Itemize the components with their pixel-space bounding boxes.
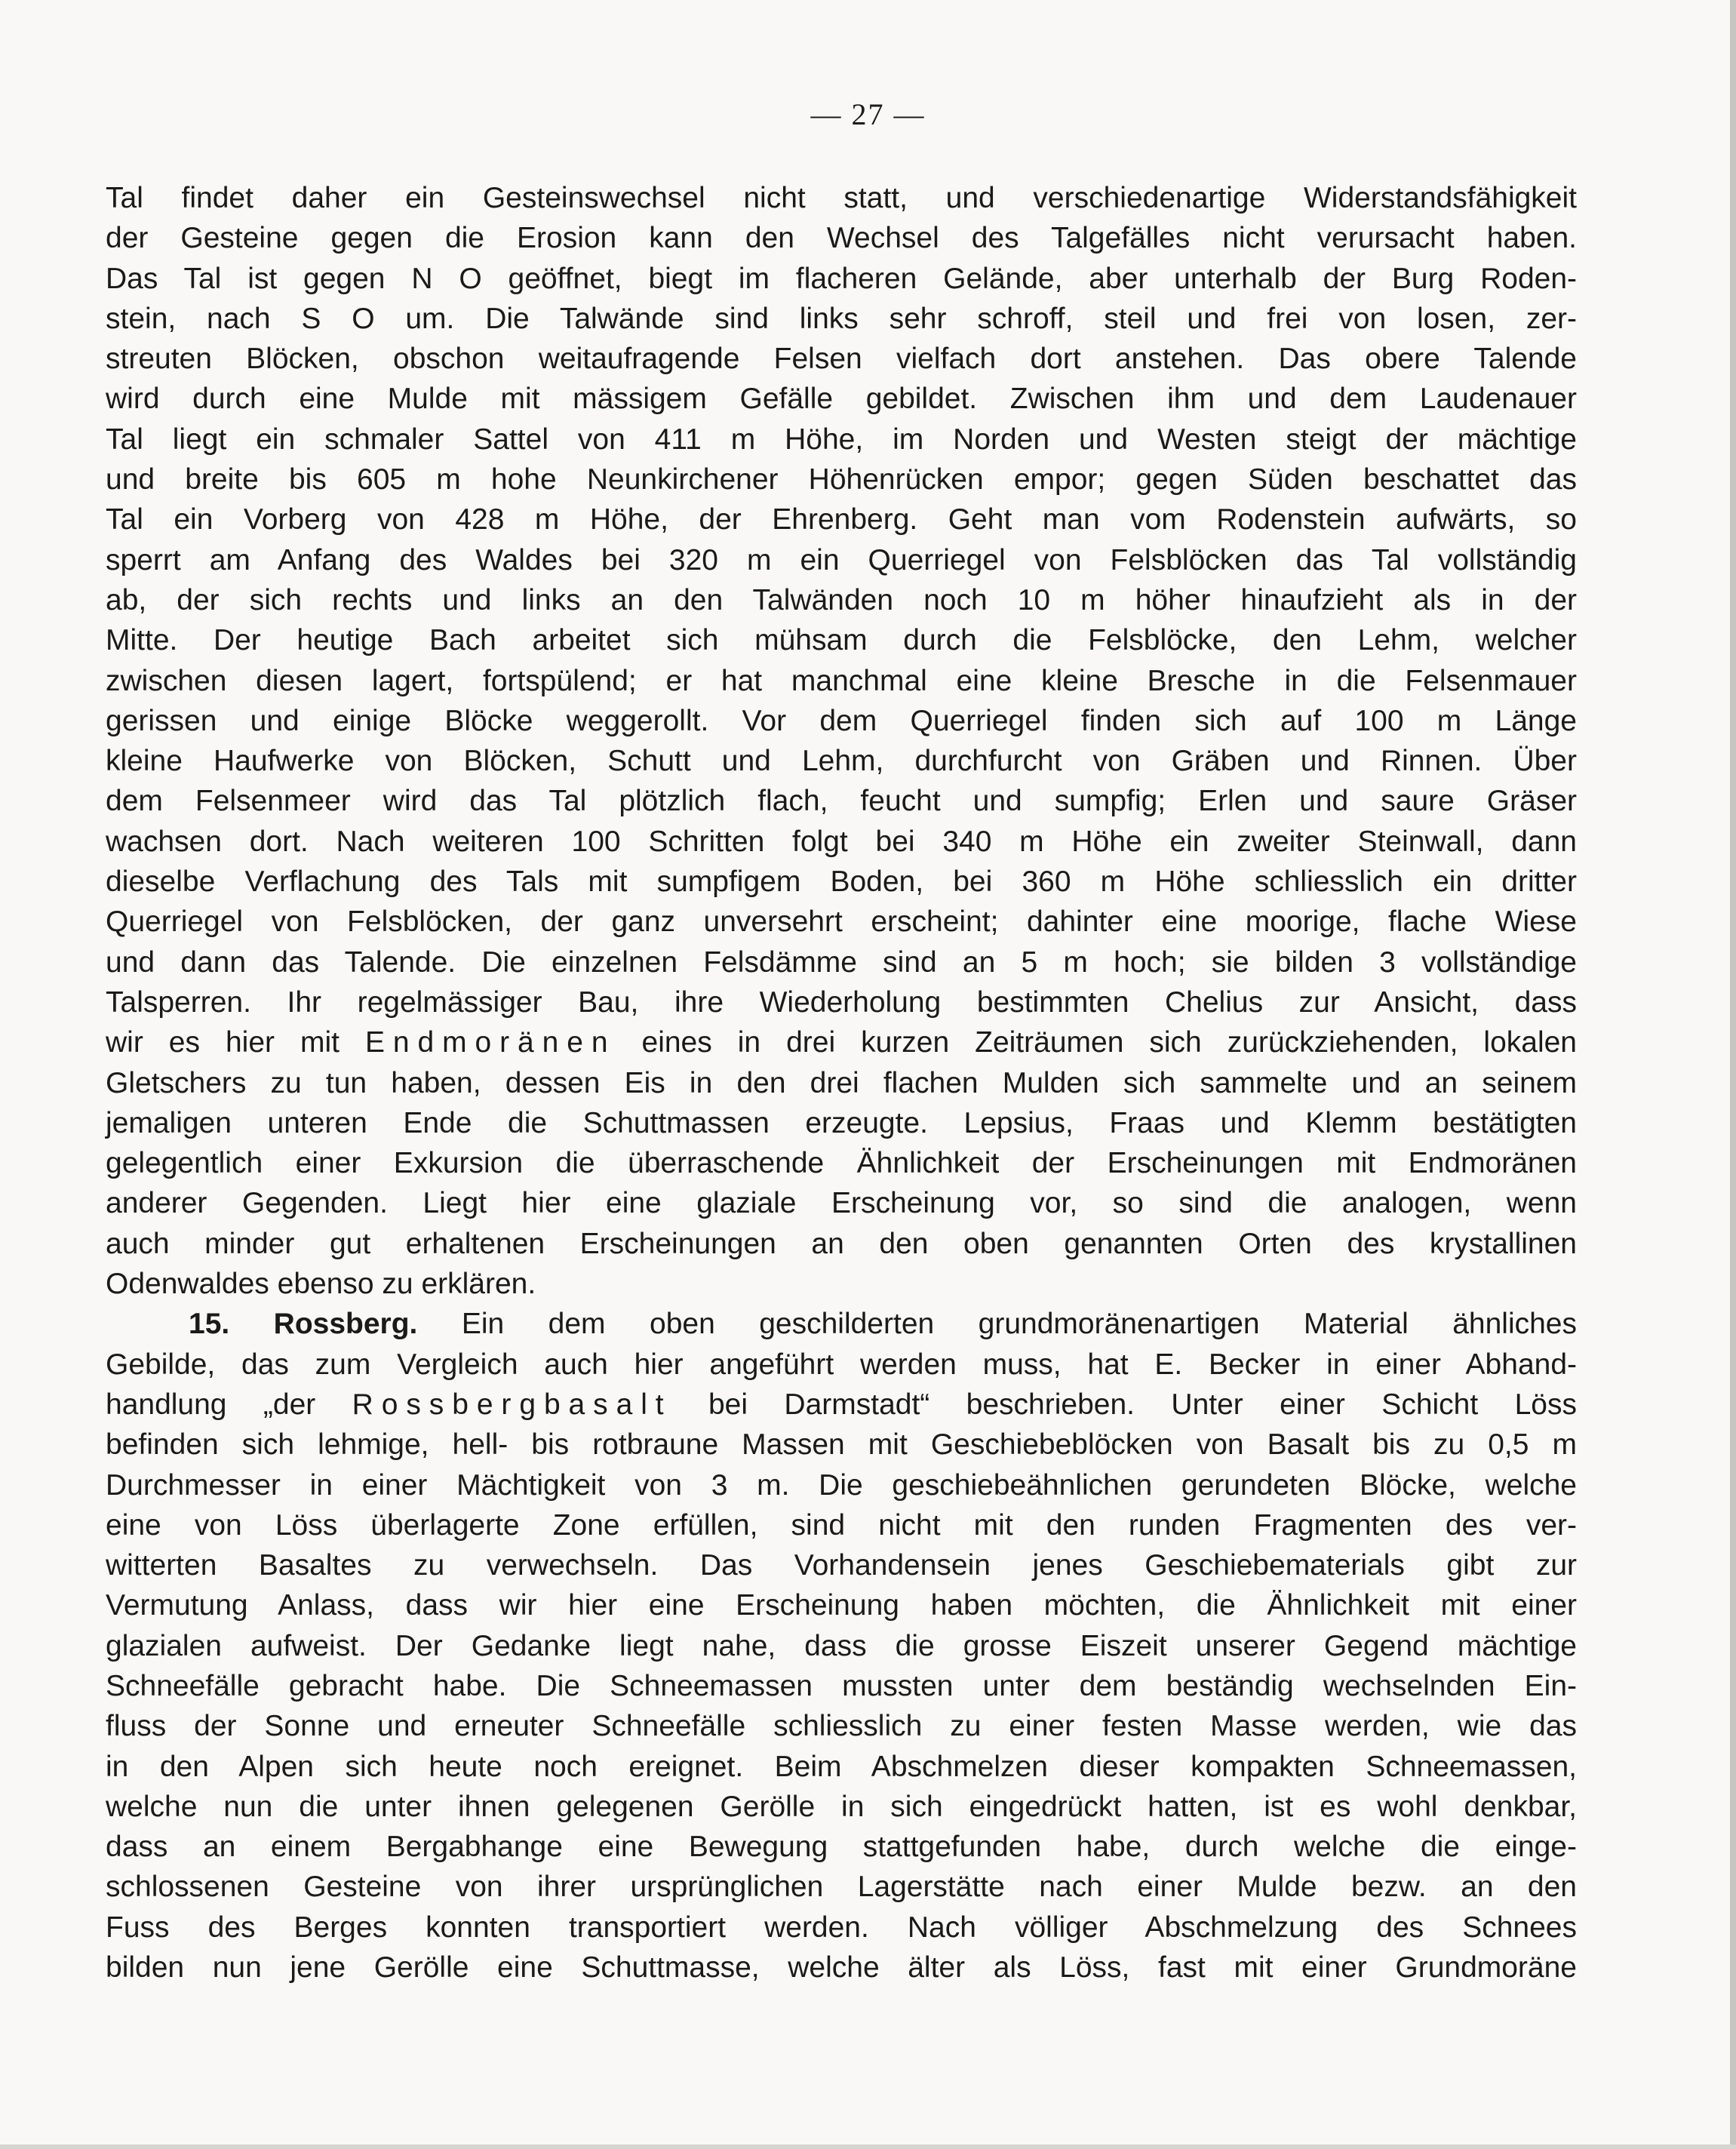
text-line: dieselbe Verflachung des Tals mit sumpfigem Boden, bei 360 m Höhe schliesslich ein dritter: [106, 865, 1577, 899]
text-line: Fuss des Berges konnten transportiert werden. Nach völliger Abschmelzung des Schnees: [106, 1911, 1577, 1944]
text-line: und dann das Talende. Die einzelnen Felsdämme sind an 5 m hoch; sie bilden 3 vollständige: [106, 945, 1577, 979]
text-line: Tal ein Vorberg von 428 m Höhe, der Ehrenberg. Geht man vom Rodenstein aufwärts, so: [106, 503, 1577, 536]
text-line: Talsperren. Ihr regelmässiger Bau, ihre Wiederholung bestimmten Chelius zur Ansicht, dass: [106, 985, 1577, 1019]
page-edge-shadow: [1730, 0, 1736, 2149]
text-line: zwischen diesen lagert, fortspülend; er hat manchmal eine kleine Bresche in die Felsenmauer: [106, 664, 1577, 697]
text-line: Vermutung Anlass, dass wir hier eine Erscheinung haben möchten, die Ähnlichkeit mit einer: [106, 1589, 1577, 1622]
text-line: Gebilde, das zum Vergleich auch hier angeführt werden muss, hat E. Becker in einer Abhand-: [106, 1348, 1577, 1381]
text-line: Das Tal ist gegen N O geöffnet, biegt im flacheren Gelände, aber unterhalb der Burg Roden-: [106, 262, 1577, 295]
text-line: kleine Haufwerke von Blöcken, Schutt und Lehm, durchfurcht von Gräben und Rinnen. Über: [106, 745, 1577, 778]
text-run: Ein dem oben geschilderten grundmoränenartigen Material ähnliches: [417, 1308, 1577, 1341]
page-bottom-edge: [0, 2144, 1736, 2149]
page-number: — 27 —: [810, 97, 926, 131]
text-line: streuten Blöcken, obschon weitaufragende Felsen vielfach dort anstehen. Das obere Talende: [106, 343, 1577, 376]
text-line: Querriegel von Felsblöcken, der ganz unversehrt erscheint; dahinter eine moorige, flache Wiese: [106, 905, 1577, 939]
text-line: Tal liegt ein schmaler Sattel von 411 m Höhe, im Norden und Westen steigt der mächtige: [106, 423, 1577, 456]
text-line: dass an einem Bergabhange eine Bewegung stattgefunden habe, durch welche die einge-: [106, 1831, 1577, 1864]
text-run: eines in drei kurzen Zeiträumen sich zurückziehenden, lokalen: [616, 1026, 1577, 1059]
text-line: wird durch eine Mulde mit mässigem Gefälle gebildet. Zwischen ihm und dem Laudenauer: [106, 383, 1577, 416]
text-line: Odenwaldes ebenso zu erklären.: [106, 1268, 536, 1301]
text-line: welche nun die unter ihnen gelegenen Gerölle in sich eingedrückt hatten, ist es wohl denkbar,: [106, 1790, 1577, 1823]
text-line: anderer Gegenden. Liegt hier eine glaziale Erscheinung vor, so sind die analogen, wenn: [106, 1187, 1577, 1220]
text-line: witterten Basaltes zu verwechseln. Das Vorhandensein jenes Geschiebematerials gibt zur: [106, 1549, 1577, 1582]
text-line: fluss der Sonne und erneuter Schneefälle schliesslich zu einer festen Masse werden, wie das: [106, 1710, 1577, 1743]
text-line: schlossenen Gesteine von ihrer ursprünglichen Lagerstätte nach einer Mulde bezw. an den: [106, 1871, 1577, 1904]
text-line: auch minder gut erhaltenen Erscheinungen an den oben genannten Orten des krystallinen: [106, 1227, 1577, 1260]
emphasis-spaced-term: Endmoränen: [364, 1026, 616, 1059]
text-run: wir es hier mit: [106, 1026, 365, 1059]
text-line: gelegentlich einer Exkursion die überraschende Ähnlichkeit der Erscheinungen mit Endmoränen: [106, 1147, 1577, 1180]
text-line: [106, 1022, 1577, 1062]
body-text: [106, 178, 1577, 1988]
text-line: glazialen aufweist. Der Gedanke liegt nahe, dass die grosse Eiszeit unserer Gegend mächtige: [106, 1629, 1577, 1662]
text-line: befinden sich lehmige, hell- bis rotbraune Massen mit Geschiebeblöcken von Basalt bis zu 0,5 m: [106, 1428, 1577, 1462]
emphasis-spaced-term: Rossbergbasalt: [352, 1388, 672, 1421]
text-line: in den Alpen sich heute noch ereignet. Beim Abschmelzen dieser kompakten Schneemassen,: [106, 1750, 1577, 1783]
text-line: bilden nun jene Gerölle eine Schuttmasse, welche älter als Löss, fast mit einer Grundmoräne: [106, 1951, 1577, 1985]
text-line: der Gesteine gegen die Erosion kann den Wechsel des Talgefälles nicht verursacht haben.: [106, 222, 1577, 255]
text-line: gerissen und einige Blöcke weggerollt. Vor dem Querriegel finden sich auf 100 m Länge: [106, 704, 1577, 737]
text-line: sperrt am Anfang des Waldes bei 320 m ein Querriegel von Felsblöcken das Tal vollständig: [106, 543, 1577, 576]
text-line: eine von Löss überlagerte Zone erfüllen, sind nicht mit den runden Fragmenten des ver-: [106, 1508, 1577, 1542]
section-heading: 15. Rossberg.: [189, 1308, 418, 1341]
text-line: dem Felsenmeer wird das Tal plötzlich flach, feucht und sumpfig; Erlen und saure Gräser: [106, 785, 1577, 818]
text-line: Schneefälle gebracht habe. Die Schneemassen mussten unter dem beständig wechselnden Ein-: [106, 1669, 1577, 1702]
text-line: wachsen dort. Nach weiteren 100 Schritten folgt bei 340 m Höhe ein zweiter Steinwall, dann: [106, 825, 1577, 858]
text-line: Mitte. Der heutige Bach arbeitet sich mühsam durch die Felsblöcke, den Lehm, welcher: [106, 624, 1577, 657]
text-line: und breite bis 605 m hohe Neunkirchener Höhenrücken empor; gegen Süden beschattet das: [106, 463, 1577, 497]
text-line: stein, nach S O um. Die Talwände sind links sehr schroff, steil und frei von losen, zer-: [106, 302, 1577, 335]
section-line: [106, 1304, 1577, 1344]
text-run: bei Darmstadt“ beschrieben. Unter einer Schicht Löss: [671, 1388, 1577, 1421]
text-line: ab, der sich rechts und links an den Talwänden noch 10 m höher hinaufzieht als in der: [106, 583, 1577, 616]
text-line: jemaligen unteren Ende die Schuttmassen erzeugte. Lepsius, Fraas und Klemm bestätigten: [106, 1106, 1577, 1139]
text-line: Tal findet daher ein Gesteinswechsel nicht statt, und verschiedenartige Widerstandsfähigkeit: [106, 182, 1577, 214]
text-run: handlung „der: [106, 1388, 352, 1421]
text-line: [106, 1385, 1577, 1425]
text-line: Durchmesser in einer Mächtigkeit von 3 m. Die geschiebeähnlichen gerundeten Blöcke, welche: [106, 1468, 1577, 1502]
text-line: Gletschers zu tun haben, dessen Eis in den drei flachen Mulden sich sammelte und an seinem: [106, 1066, 1577, 1099]
